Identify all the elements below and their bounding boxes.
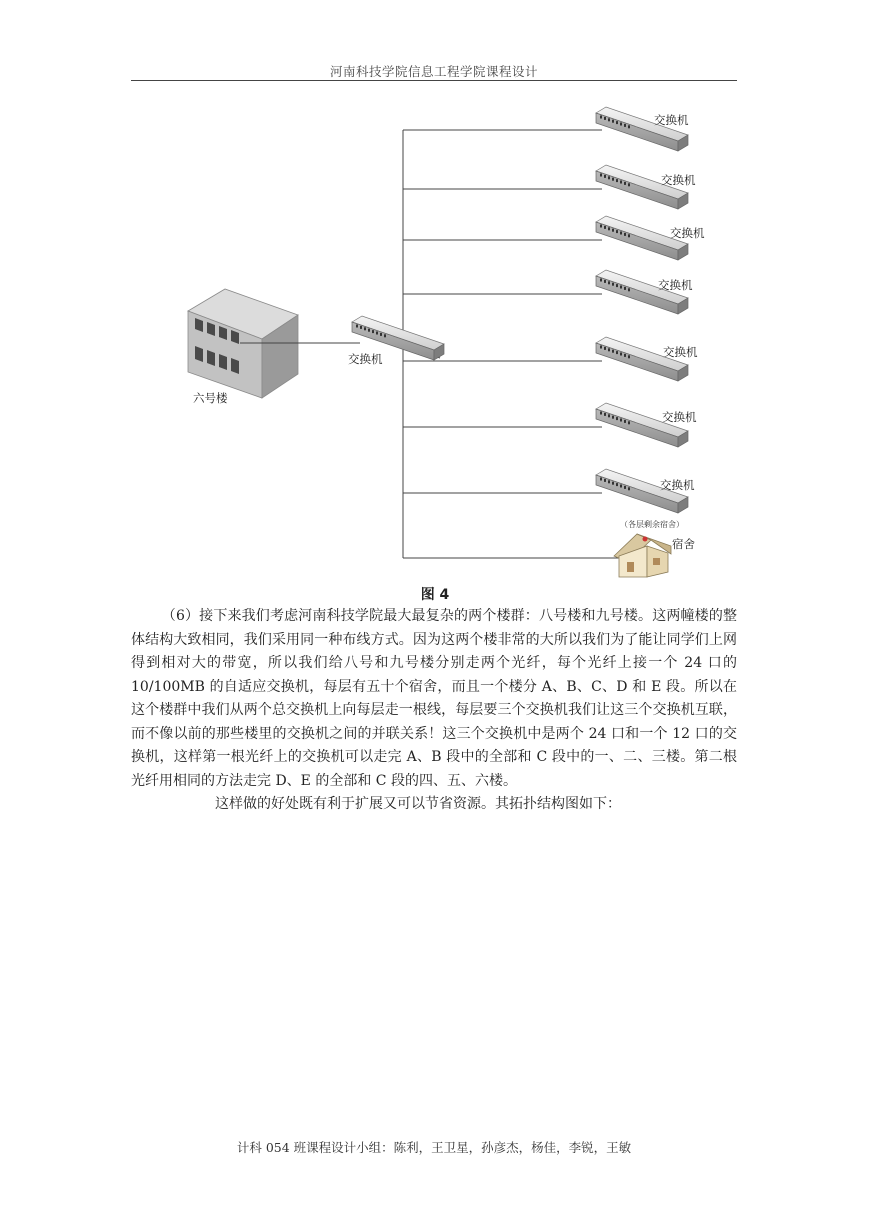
switch-label-2: 交换机 (661, 173, 696, 187)
page-header: 河南科技学院信息工程学院课程设计 (329, 64, 538, 79)
dormitory-label: 宿舍 (672, 537, 695, 551)
switch-label-7: 交换机 (660, 478, 695, 492)
remaining-dorms-note: （各层剩余宿舍） (620, 520, 684, 529)
switch-label-6: 交换机 (662, 410, 697, 424)
switch-label-5: 交换机 (663, 345, 698, 359)
body-closing: 这样做的好处既有利于扩展又可以节省资源。其拓扑结构图如下： (215, 796, 621, 812)
building-label: 六号楼 (193, 391, 228, 405)
core-switch-label: 交换机 (348, 352, 383, 366)
switch-icon-2 (596, 165, 688, 209)
body-text (131, 605, 737, 817)
switch-icon-5 (596, 337, 688, 381)
body-paragraph: （6）接下来我们考虑河南科技学院最大最复杂的两个楼群：八号楼和九号楼。这两幢楼的整体结构大致相同，我们采用同一种布线方式。因为这两个楼非常的大所以我们为了能让同学们上网得到相对大的带宽，所以我们给八号和九号楼分别走两个光纤，每个光纤上接一个 24 口的 10/100MB 的自适应交换机，每层有五十个宿舍，而且一个楼分 A、B、C、D 和 E 段。所以在这个楼群中我们从两个总交换机上向每层走一根线，每层要三个交换机我们让这三个交换机互联，而不像以前的那些楼里的交换机之间的并联关系！这三个交换机中是两个 24 口和一个 12 口的交换机，这样第一根光纤上的交换机可以走完 A、B 段中的全部和 C 段中的一、二、三楼。第二根光纤用相同的方法走完 D、E 的全部和 C 段的四、五、六楼。 (131, 608, 737, 789)
switch-label-4: 交换机 (658, 278, 693, 292)
figure-caption: 图 4 (420, 587, 450, 603)
switch-label-3: 交换机 (670, 226, 705, 240)
network-topology-diagram (0, 0, 869, 600)
page-footer: 计科 054 班课程设计小组：陈利，王卫星，孙彦杰，杨佳，李锐，王敏 (236, 1140, 632, 1155)
dormitory-house-icon (614, 534, 671, 577)
switch-label-1: 交换机 (654, 113, 689, 127)
switch-icon-4 (596, 270, 688, 314)
